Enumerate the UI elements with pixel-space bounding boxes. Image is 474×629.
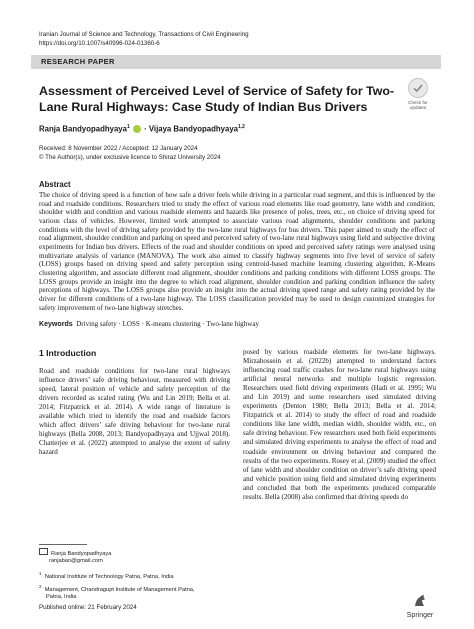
check-updates-label-2: updates (409, 105, 427, 111)
author-name[interactable]: Vijaya Bandyopadhyaya (148, 124, 238, 134)
corresponding-author-name: Ranja Bandyopadhyaya (51, 551, 112, 557)
abstract-text: The choice of driving speed is a function of how safe a driver feels while driving in a particular road segment, and this is influenced by the road and roadside conditions. Researchers tried to study the effect of various road elements like road geometry, lane width and condition, shoulder width and condition and various roadside elements and hazards like presence of poles, trees, etc., on choice of driving speed for various class of vehicles. However, limited work attempted to associate various road alignments, shoulder conditions and parking conditions with the level of driving safety provided by the two-lane rural highways for bus drivers. This paper aimed to study the effect of road alignment, shoulder condition and parking on speed and perceived safety of two-lane rural highways using field and subjective driving experiments for Indian bus drivers. Effects of the road and shoulder conditions on speed and perceived safety ratings were analysed using multivariate analysis of variance (MANOVA). The work also aimed to classify highway segments into five level of service of safety (LOSS) groups based on driving speed and safety perception using centroid-based machine learning clustering algorithm, K-Means clustering algorithm, and associate different road alignment, shoulder conditions and parking conditions with different LOSS groups. The LOSS groups provide an insight into the degree to which road alignment, shoulder condition and parking condition influence the safety perceptions of highways. The LOSS groups also provide an insight into the actual driving speed range and safety rating provided by the driver for different conditions of a two-lane highway. The LOSS classification provided may be used to design customized strategies for safety improvement of two-lane highway stretches. (39, 191, 435, 312)
author-name[interactable]: Ranja Bandyopadhyaya (39, 124, 127, 134)
intro-left-column: Road and roadside conditions for two-lane rural highways influence drivers’ safe driving behaviour, measured with driving speed, lateral position of vehicle and safety perception of the drivers recorded as scaled rating (Wu and Lin 2019; Bella et al. 2014; Fitzpatrick et al. 2014). A wide range of literature is available which tried to identify the road and roadside factors which affect drivers’ safe driving behaviour for two-lane rural highways (Bella 2008, 2013; Bandyopadhyaya and Ujjwal 2018). Chatterjee et al. (2022) attempted to analyse the extent of safety hazard (39, 367, 230, 457)
springer-horse-icon (413, 594, 427, 607)
received-accepted-dates: Received: 8 November 2022 / Accepted: 12 January 2024 (39, 145, 198, 152)
affiliation-1 (39, 570, 174, 581)
envelope-icon (39, 548, 48, 555)
affiliation-number: 2 (39, 584, 42, 589)
published-date: Published online: 21 February 2024 (39, 604, 137, 611)
section-heading-introduction: 1 Introduction (39, 348, 97, 358)
affiliation-text: National Institute of Technology Patna, Patna, India (44, 573, 174, 580)
footnote-divider (39, 544, 87, 545)
journal-name: Iranian Journal of Science and Technology, Transactions of Civil Engineering (39, 31, 249, 38)
affiliation-2 (39, 583, 195, 601)
article-type-label: RESEARCH PAPER (41, 57, 115, 66)
paper-title: Assessment of Perceived Level of Service of Safety for Two-Lane Rural Highways: Case Study of Indian Bus Drivers (39, 84, 395, 114)
journal-header (39, 30, 249, 48)
affiliation-text: Management, Chandragupt Institute of Management Patna, (44, 586, 195, 593)
keywords (39, 320, 435, 329)
orcid-icon[interactable] (133, 125, 141, 133)
check-updates-label-1: Check for (408, 100, 428, 105)
abstract-heading: Abstract (39, 180, 71, 189)
article-dates (39, 145, 221, 162)
keywords-label: Keywords (39, 321, 73, 328)
author-affiliation-mark: 1,2 (238, 124, 245, 130)
affiliation-text-cont: Patna, India (46, 594, 77, 601)
copyright-line: © The Author(s), under exclusive licence to Shiraz University 2024 (39, 153, 221, 161)
intro-right-column: posed by various roadside elements for two-lane highways. Mirzahossein et al. (2022b) attempted to understand factors influencing road traffic crashes for two-lane rural highways using artificial neural networks and multiple logistic regression. Researchers used field driving experiments (Hadi et al. 1995; Wu and Lin 2019) and some researchers used simulated driving experiments (Denton 1980; Bella 2013; Bella et al. 2014; Fitzpatrick et al. 2014) to study the effect of road and roadside conditions like lane width, median width, shoulder width, etc., on safe driving behaviour. Few researchers used both field experiments and simulated driving experiments to analyse the effect of road and roadside environment on driving behaviour and compared the results of the two experiments. Rosey et al. (2009) studied the effect of lane width and shoulder condition on driver’s safe driving speed and vehicle position using field and simulated driving experiments and concluded that both the experiments produced comparable results. Bella (2008) also confirmed that driving speeds do (243, 348, 436, 501)
check-updates-icon (408, 78, 428, 98)
author-list (39, 124, 245, 134)
corresponding-author-email[interactable]: ranjaban@gmail.com (49, 558, 103, 565)
keywords-list: Driving safety · LOSS · K-means clustering · Two-lane highway (76, 320, 259, 328)
author-separator: · (141, 124, 149, 134)
corresponding-author-note (39, 548, 111, 565)
doi-link[interactable]: https://doi.org/10.1007/s40996-024-01360-6 (39, 40, 160, 47)
publisher-name: Springer (406, 612, 434, 619)
affiliation-number: 1 (39, 571, 42, 576)
springer-logo (398, 594, 442, 619)
author-affiliation-mark: 1 (126, 124, 130, 130)
check-for-updates-badge[interactable] (400, 78, 436, 111)
